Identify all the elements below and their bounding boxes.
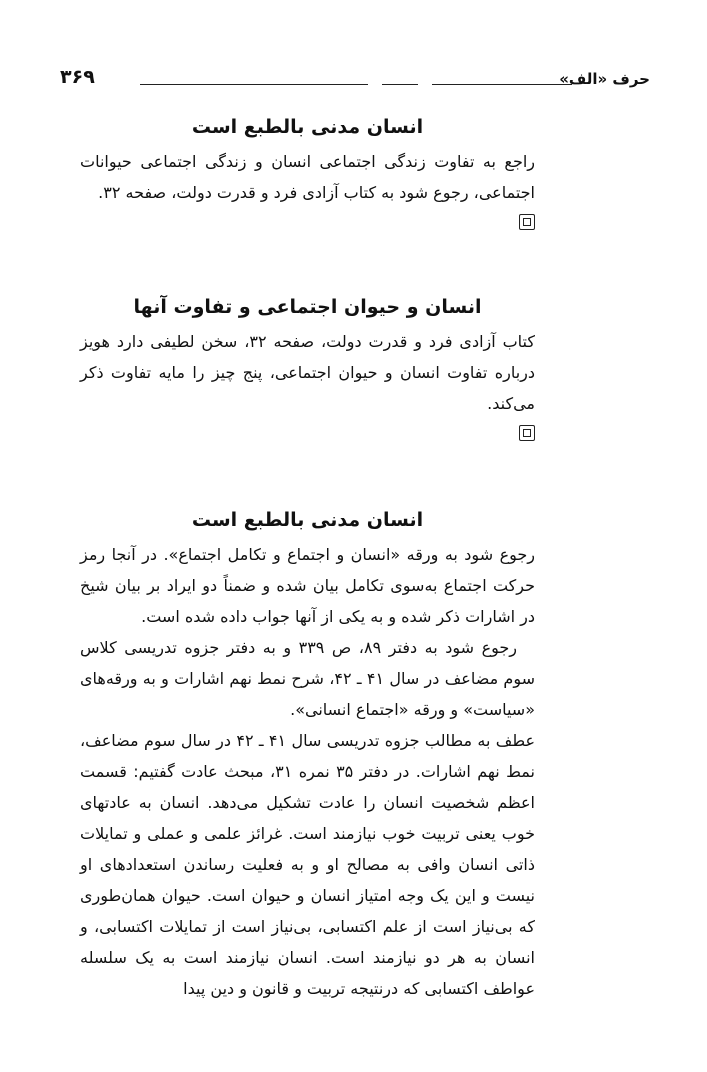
paragraph: کتاب آزادی فرد و قدرت دولت، صفحه ۳۲، سخن لطیفی دارد هویز درباره تفاوت انسان و حیوان اجتماعی، پنج چیز را مایه تفاوت ذکر می‌کند. — [80, 332, 535, 413]
page-body — [80, 108, 535, 1004]
running-header — [60, 66, 650, 96]
section-spacer — [80, 230, 535, 288]
running-header-section: حرف «الف» — [559, 70, 650, 88]
paragraph: رجوع شود به ورقه «انسان و اجتماع و تکامل اجتماع». در آنجا رمز حرکت اجتماع به‌سوی تکامل بیان شده و ضمناً دو ایراد بر بیان شیخ در اشارات ذکر شده و به یکی از آنها جواب داده شده است. — [80, 545, 535, 626]
section-title: انسان و حیوان اجتماعی و تفاوت آنها — [133, 296, 482, 318]
section-end-icon — [519, 425, 535, 441]
section-title: انسان مدنی بالطبع است — [191, 116, 424, 138]
header-rule-right — [432, 84, 572, 85]
page-number: ۳۶۹ — [60, 66, 95, 88]
paragraph: رجوع شود به دفتر ۸۹، ص ۳۳۹ و به دفتر جزوه تدریسی کلاس سوم مضاعف در سال ۴۱ ـ ۴۲، شرح نمط نهم اشارات و به ورقه‌های «سیاست» و ورقه «اجتماع انسانی». — [80, 638, 536, 719]
paragraph: عطف به مطالب جزوه تدریسی سال ۴۱ ـ ۴۲ در سال سوم مضاعف، نمط نهم اشارات. در دفتر ۳۵ نمره ۳۱، مبحث عادت گفتیم: قسمت اعظم شخصیت انسان را عادت تشکیل می‌دهد. انسان به عادتهای خوب یعنی تربیت خوب نیازمند است. غرائز علمی و عملی و تمایلات ذاتی انسان وافی به مصالح او و به فعلیت رساندن استعدادهای او نیست و این یک وجه امتیاز انسان و حیوان است. حیوان همان‌طوری که بی‌نیاز است از علم اکتسابی، بی‌نیاز است از تمایلات اکتسابی، و انسان به هر دو نیازمند است. انسان نیازمند است به یک سلسله عواطف اکتسابی که درنتیجه تربیت و قانون و دین پیدا — [80, 731, 536, 998]
section-title: انسان مدنی بالطبع است — [191, 509, 424, 531]
section-spacer — [80, 441, 535, 501]
paragraph: راجع به تفاوت زندگی اجتماعی انسان و زندگی اجتماعی حیوانات اجتماعی، رجوع شود به کتاب آزادی فرد و قدرت دولت، صفحه ۳۲. — [80, 152, 535, 202]
header-rule-left — [140, 84, 368, 85]
header-rule-middle — [382, 84, 418, 85]
section-end-icon — [519, 214, 535, 230]
